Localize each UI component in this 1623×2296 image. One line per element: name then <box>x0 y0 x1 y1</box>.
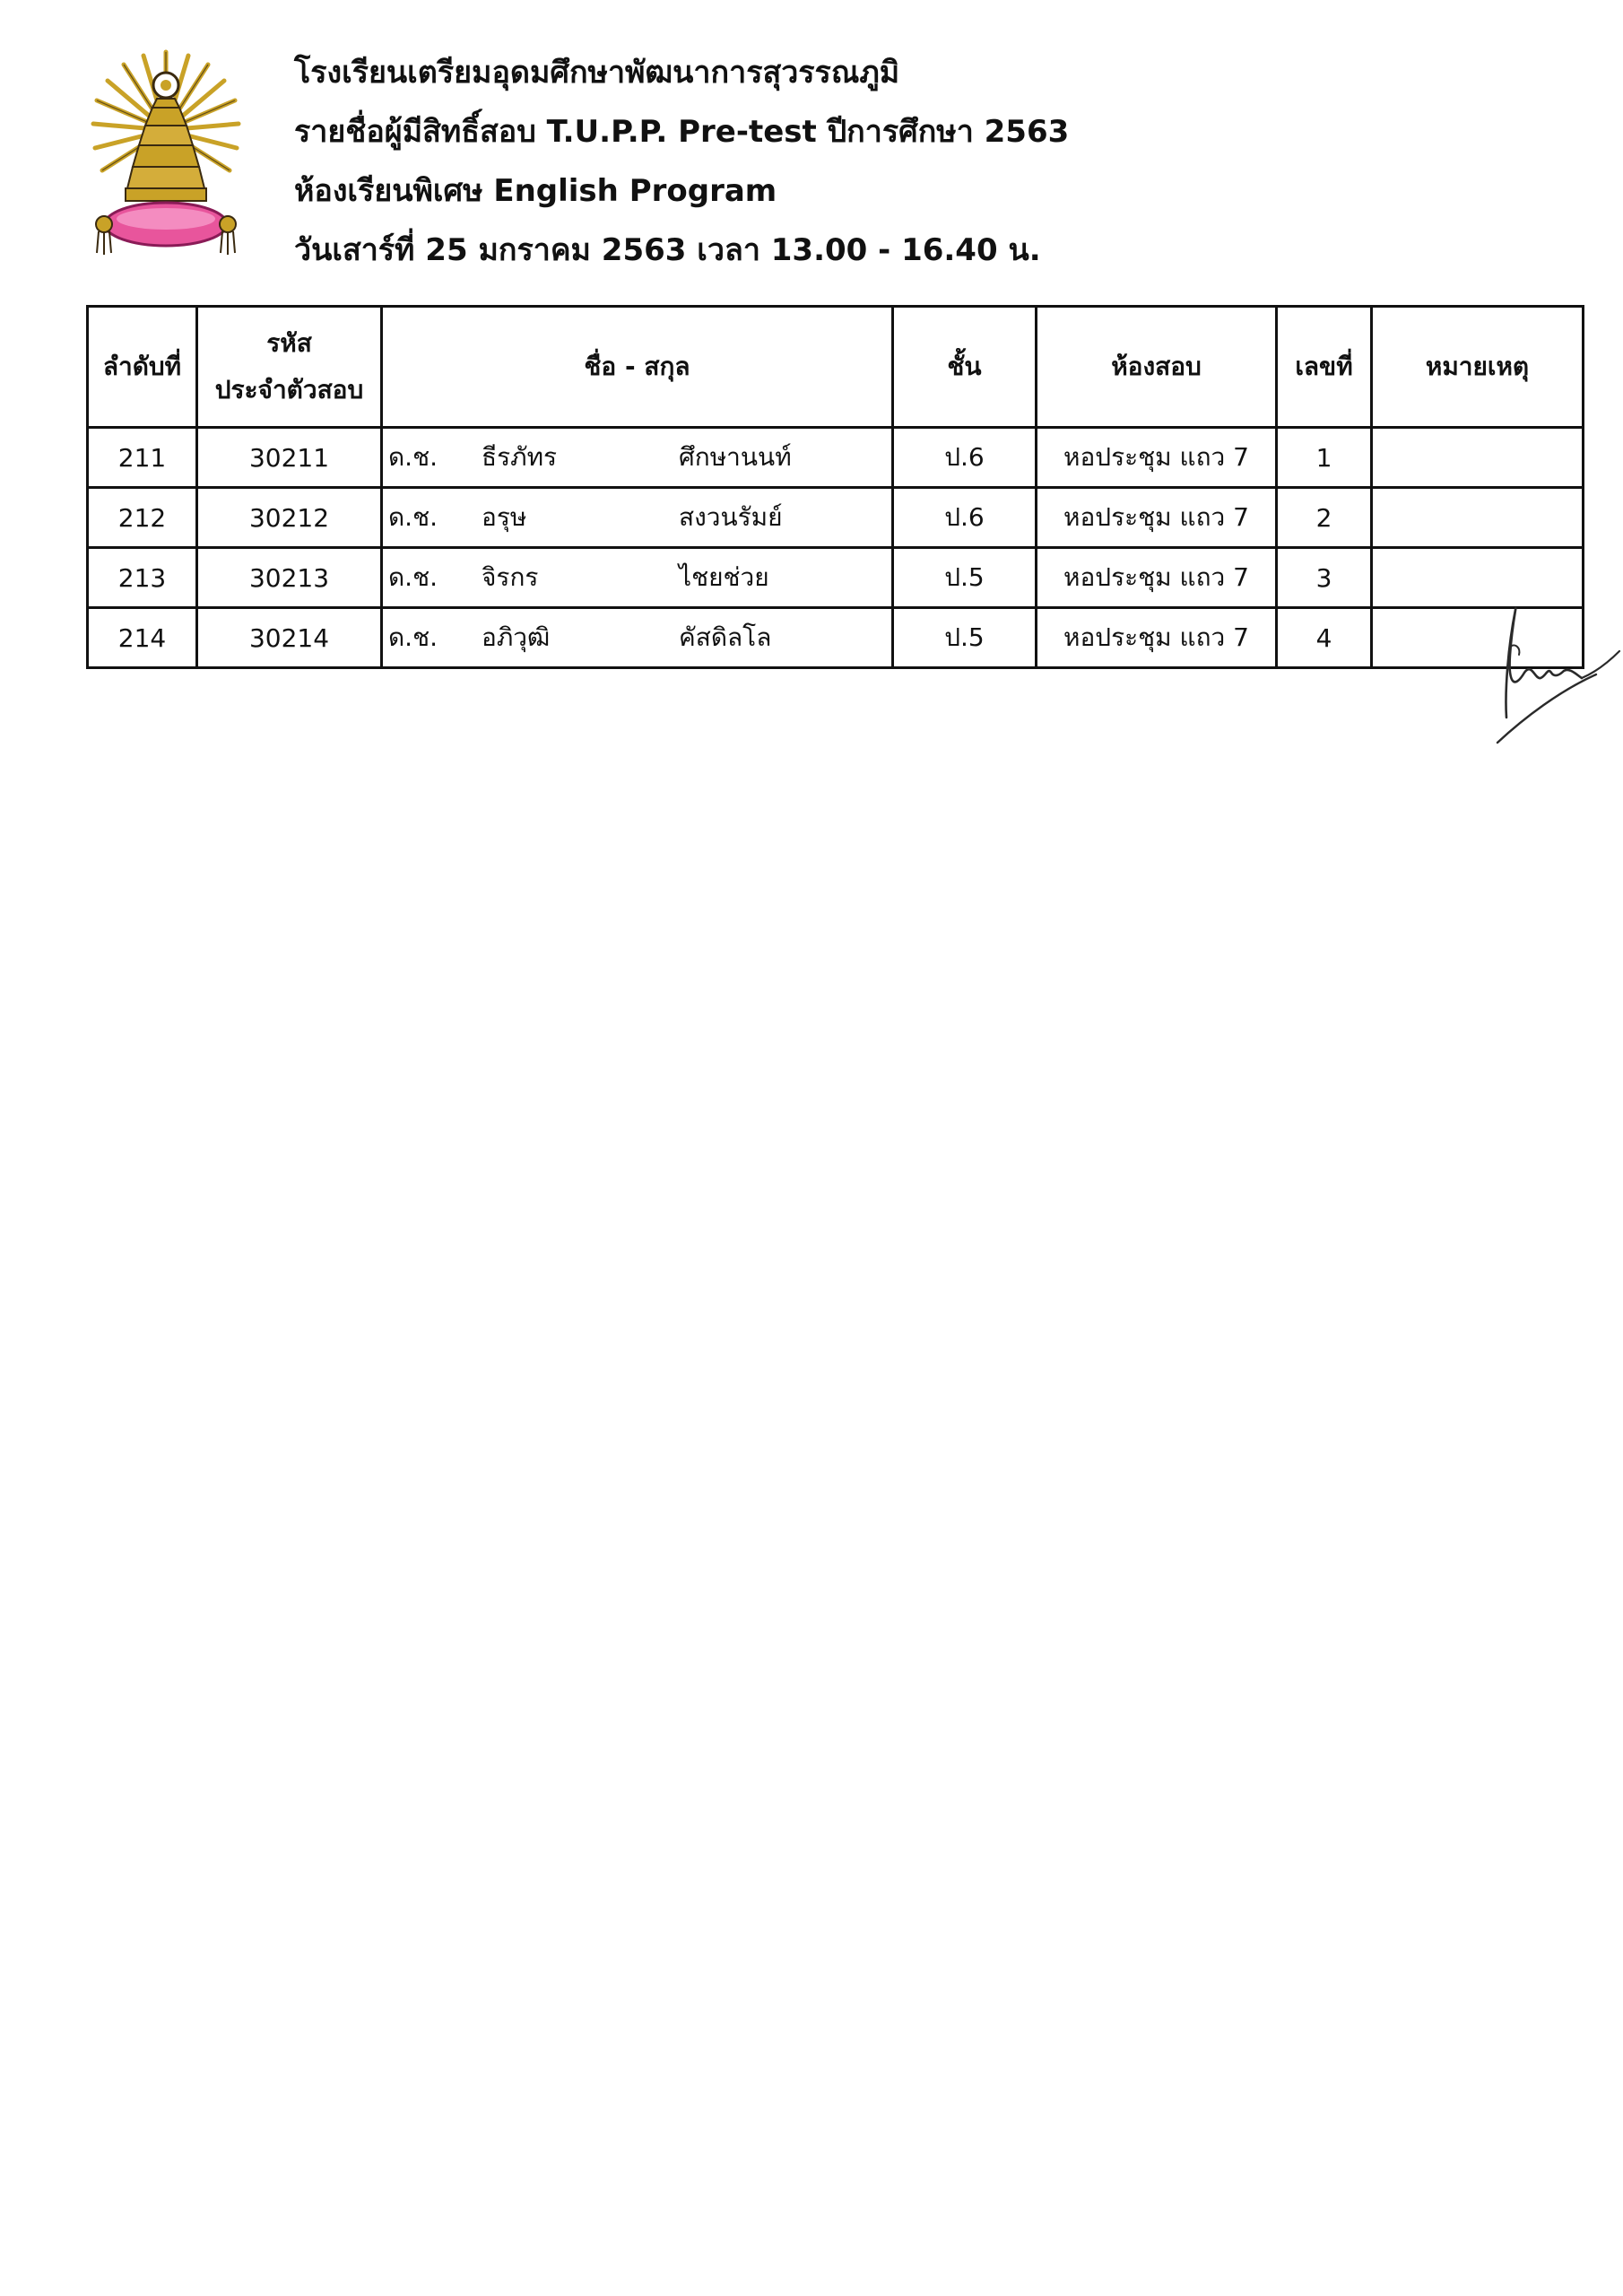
cell-grade: ป.6 <box>893 428 1037 488</box>
cell-name <box>382 428 893 488</box>
first-name: อภิวุฒิ <box>482 622 551 652</box>
name-prefix: ด.ช. <box>388 622 438 652</box>
cell-room: หอประชุม แถว 7 <box>1037 608 1277 668</box>
table-row <box>88 548 1584 608</box>
cell-name <box>382 488 893 548</box>
cell-remark <box>1372 488 1584 548</box>
cell-seat: 4 <box>1277 608 1372 668</box>
name-prefix: ด.ช. <box>388 502 438 532</box>
header-name: ชื่อ - สกุล <box>382 307 893 428</box>
header-exam-id-line1: รหัส <box>266 328 312 358</box>
cell-room: หอประชุม แถว 7 <box>1037 548 1277 608</box>
school-emblem-icon <box>90 45 242 269</box>
cell-name <box>382 608 893 668</box>
header-exam-id-line2: ประจำตัวสอบ <box>214 375 364 404</box>
cell-order: 213 <box>88 548 197 608</box>
list-title: รายชื่อผู้มีสิทธิ์สอบ T.U.P.P. Pre-test ปีการศึกษา 2563 <box>294 114 1070 150</box>
exam-datetime: วันเสาร์ที่ 25 มกราคม 2563 เวลา 13.00 - 16.40 น. <box>294 232 1041 268</box>
last-name: ไชยช่วย <box>679 562 769 592</box>
handwritten-signature-icon <box>1488 592 1623 744</box>
school-name: โรงเรียนเตรียมอุดมศึกษาพัฒนาการสุวรรณภูมิ <box>294 55 900 91</box>
name-prefix: ด.ช. <box>388 562 438 592</box>
header-exam-id <box>197 307 382 428</box>
cell-grade: ป.5 <box>893 548 1037 608</box>
cell-seat: 1 <box>1277 428 1372 488</box>
document-header <box>294 43 1069 280</box>
cell-room: หอประชุม แถว 7 <box>1037 488 1277 548</box>
header-room: ห้องสอบ <box>1037 307 1277 428</box>
table-row <box>88 488 1584 548</box>
cell-room: หอประชุม แถว 7 <box>1037 428 1277 488</box>
cell-exam-id: 30214 <box>197 608 382 668</box>
table-header-row <box>88 307 1584 428</box>
first-name: ธีรภัทร <box>482 442 558 472</box>
first-name: อรุษ <box>482 502 527 532</box>
cell-exam-id: 30213 <box>197 548 382 608</box>
first-name: จิรกร <box>482 562 539 592</box>
cell-name <box>382 548 893 608</box>
cell-seat: 2 <box>1277 488 1372 548</box>
candidate-table <box>86 305 1584 669</box>
cell-seat: 3 <box>1277 548 1372 608</box>
cell-exam-id: 30211 <box>197 428 382 488</box>
last-name: คัสดิลโล <box>679 622 772 652</box>
cell-order: 214 <box>88 608 197 668</box>
table-row <box>88 608 1584 668</box>
table-row <box>88 428 1584 488</box>
cell-grade: ป.6 <box>893 488 1037 548</box>
header-seat: เลขที่ <box>1277 307 1372 428</box>
last-name: สงวนรัมย์ <box>679 502 783 532</box>
name-prefix: ด.ช. <box>388 442 438 472</box>
cell-remark <box>1372 428 1584 488</box>
header-order: ลำดับที่ <box>88 307 197 428</box>
header-grade: ชั้น <box>893 307 1037 428</box>
cell-exam-id: 30212 <box>197 488 382 548</box>
header-remark: หมายเหตุ <box>1372 307 1584 428</box>
cell-order: 212 <box>88 488 197 548</box>
last-name: ศึกษานนท์ <box>679 442 792 472</box>
program-name: ห้องเรียนพิเศษ English Program <box>294 173 777 209</box>
cell-order: 211 <box>88 428 197 488</box>
cell-grade: ป.5 <box>893 608 1037 668</box>
